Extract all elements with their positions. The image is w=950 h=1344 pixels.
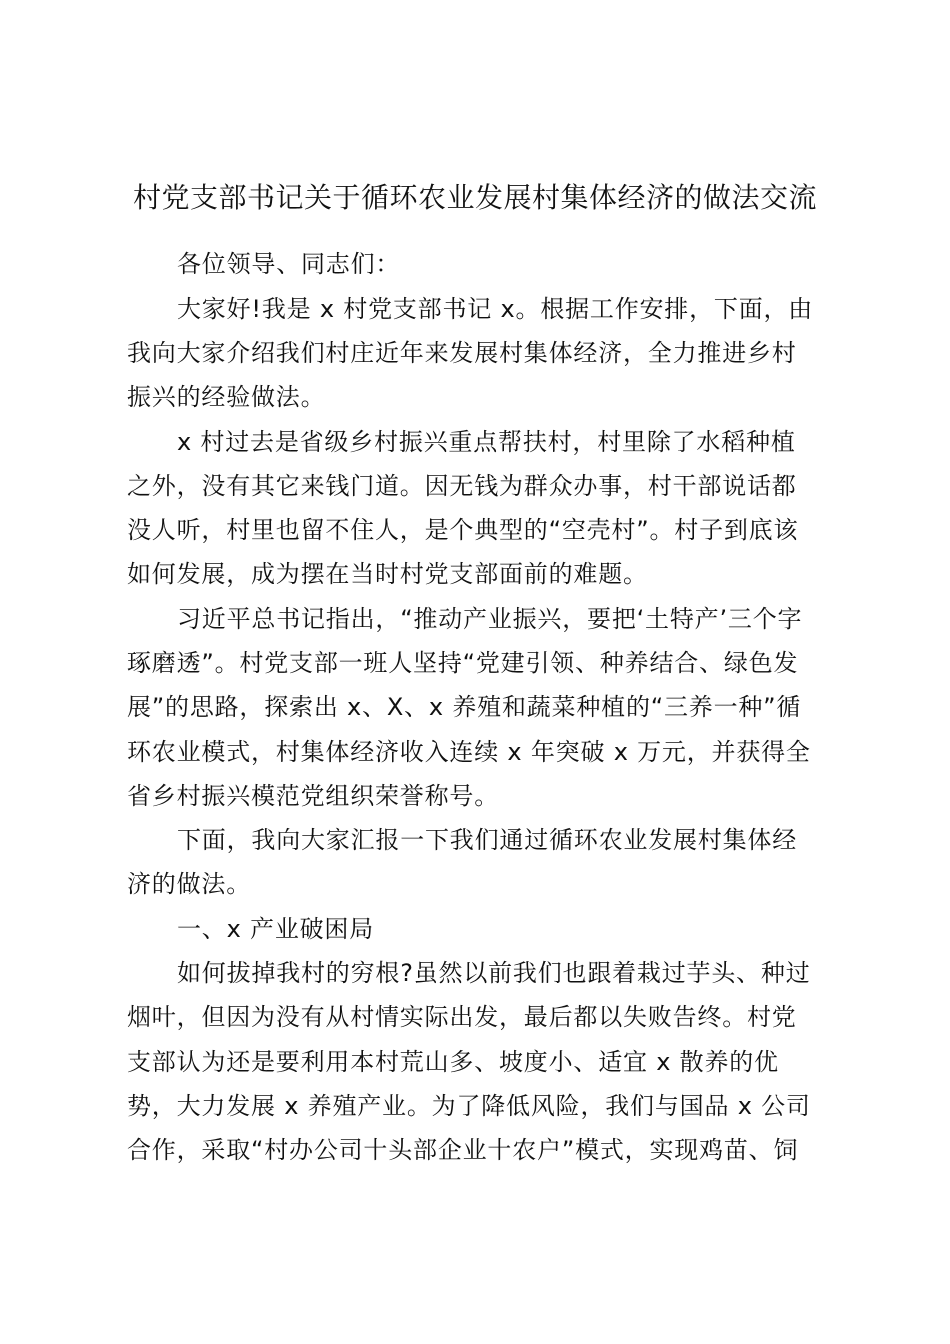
document-title: 村党支部书记关于循环农业发展村集体经济的做法交流 [132,181,817,214]
paragraph-line: 没人听，村里也留不住人，是个典型的“空壳村”。村子到底该 [127,516,799,544]
paragraph-line: x 村过去是省级乡村振兴重点帮扶村，村里除了水稻种植 [177,428,796,456]
paragraph-line: 我向大家介绍我们村庄近年来发展村集体经济，全力推进乡村 [127,339,797,367]
paragraph-line: 下面，我向大家汇报一下我们通过循环农业发展村集体经 [177,826,797,854]
paragraph-line: 习近平总书记指出，“推动产业振兴，要把‘土特产’三个字 [177,605,803,633]
paragraph-line: 如何发展，成为摆在当时村党支部面前的难题。 [127,560,648,588]
salutation-line: 各位领导、同志们： [177,250,401,278]
paragraph-line: 烟叶，但因为没有从村情实际出发，最后都以失败告终。村党 [127,1003,797,1031]
paragraph-line: 济的做法。 [127,870,251,898]
paragraph-line: 振兴的经验做法。 [127,383,326,411]
paragraph-line: 支部认为还是要利用本村荒山多、坡度小、适宜 x 散养的优 [127,1048,779,1076]
paragraph-line: 势，大力发展 x 养殖产业。为了降低风险，我们与国品 x 公司 [127,1092,811,1120]
paragraph-line: 大家好!我是 x 村党支部书记 x。根据工作安排，下面，由 [177,295,814,323]
paragraph-line: 合作，采取“村办公司十头部企业十农户”模式，实现鸡苗、饲 [127,1136,799,1164]
paragraph-line: 省乡村振兴模范党组织荣誉称号。 [127,782,499,810]
section-heading: 一、x 产业破困局 [177,915,375,943]
paragraph-line: 之外，没有其它来钱门道。因无钱为群众办事，村干部说话都 [127,472,797,500]
paragraph-line: 环农业模式，村集体经济收入连续 x 年突破 x 万元，并获得全 [127,738,811,766]
paragraph-line: 如何拔掉我村的穷根?虽然以前我们也跟着栽过芋头、种过 [177,959,811,987]
paragraph-line: 琢磨透”。村党支部一班人坚持“党建引领、种养结合、绿色发 [127,649,799,677]
paragraph-line: 展”的思路，探索出 x、X、x 养殖和蔬菜种植的“三养一种”循 [127,693,802,721]
